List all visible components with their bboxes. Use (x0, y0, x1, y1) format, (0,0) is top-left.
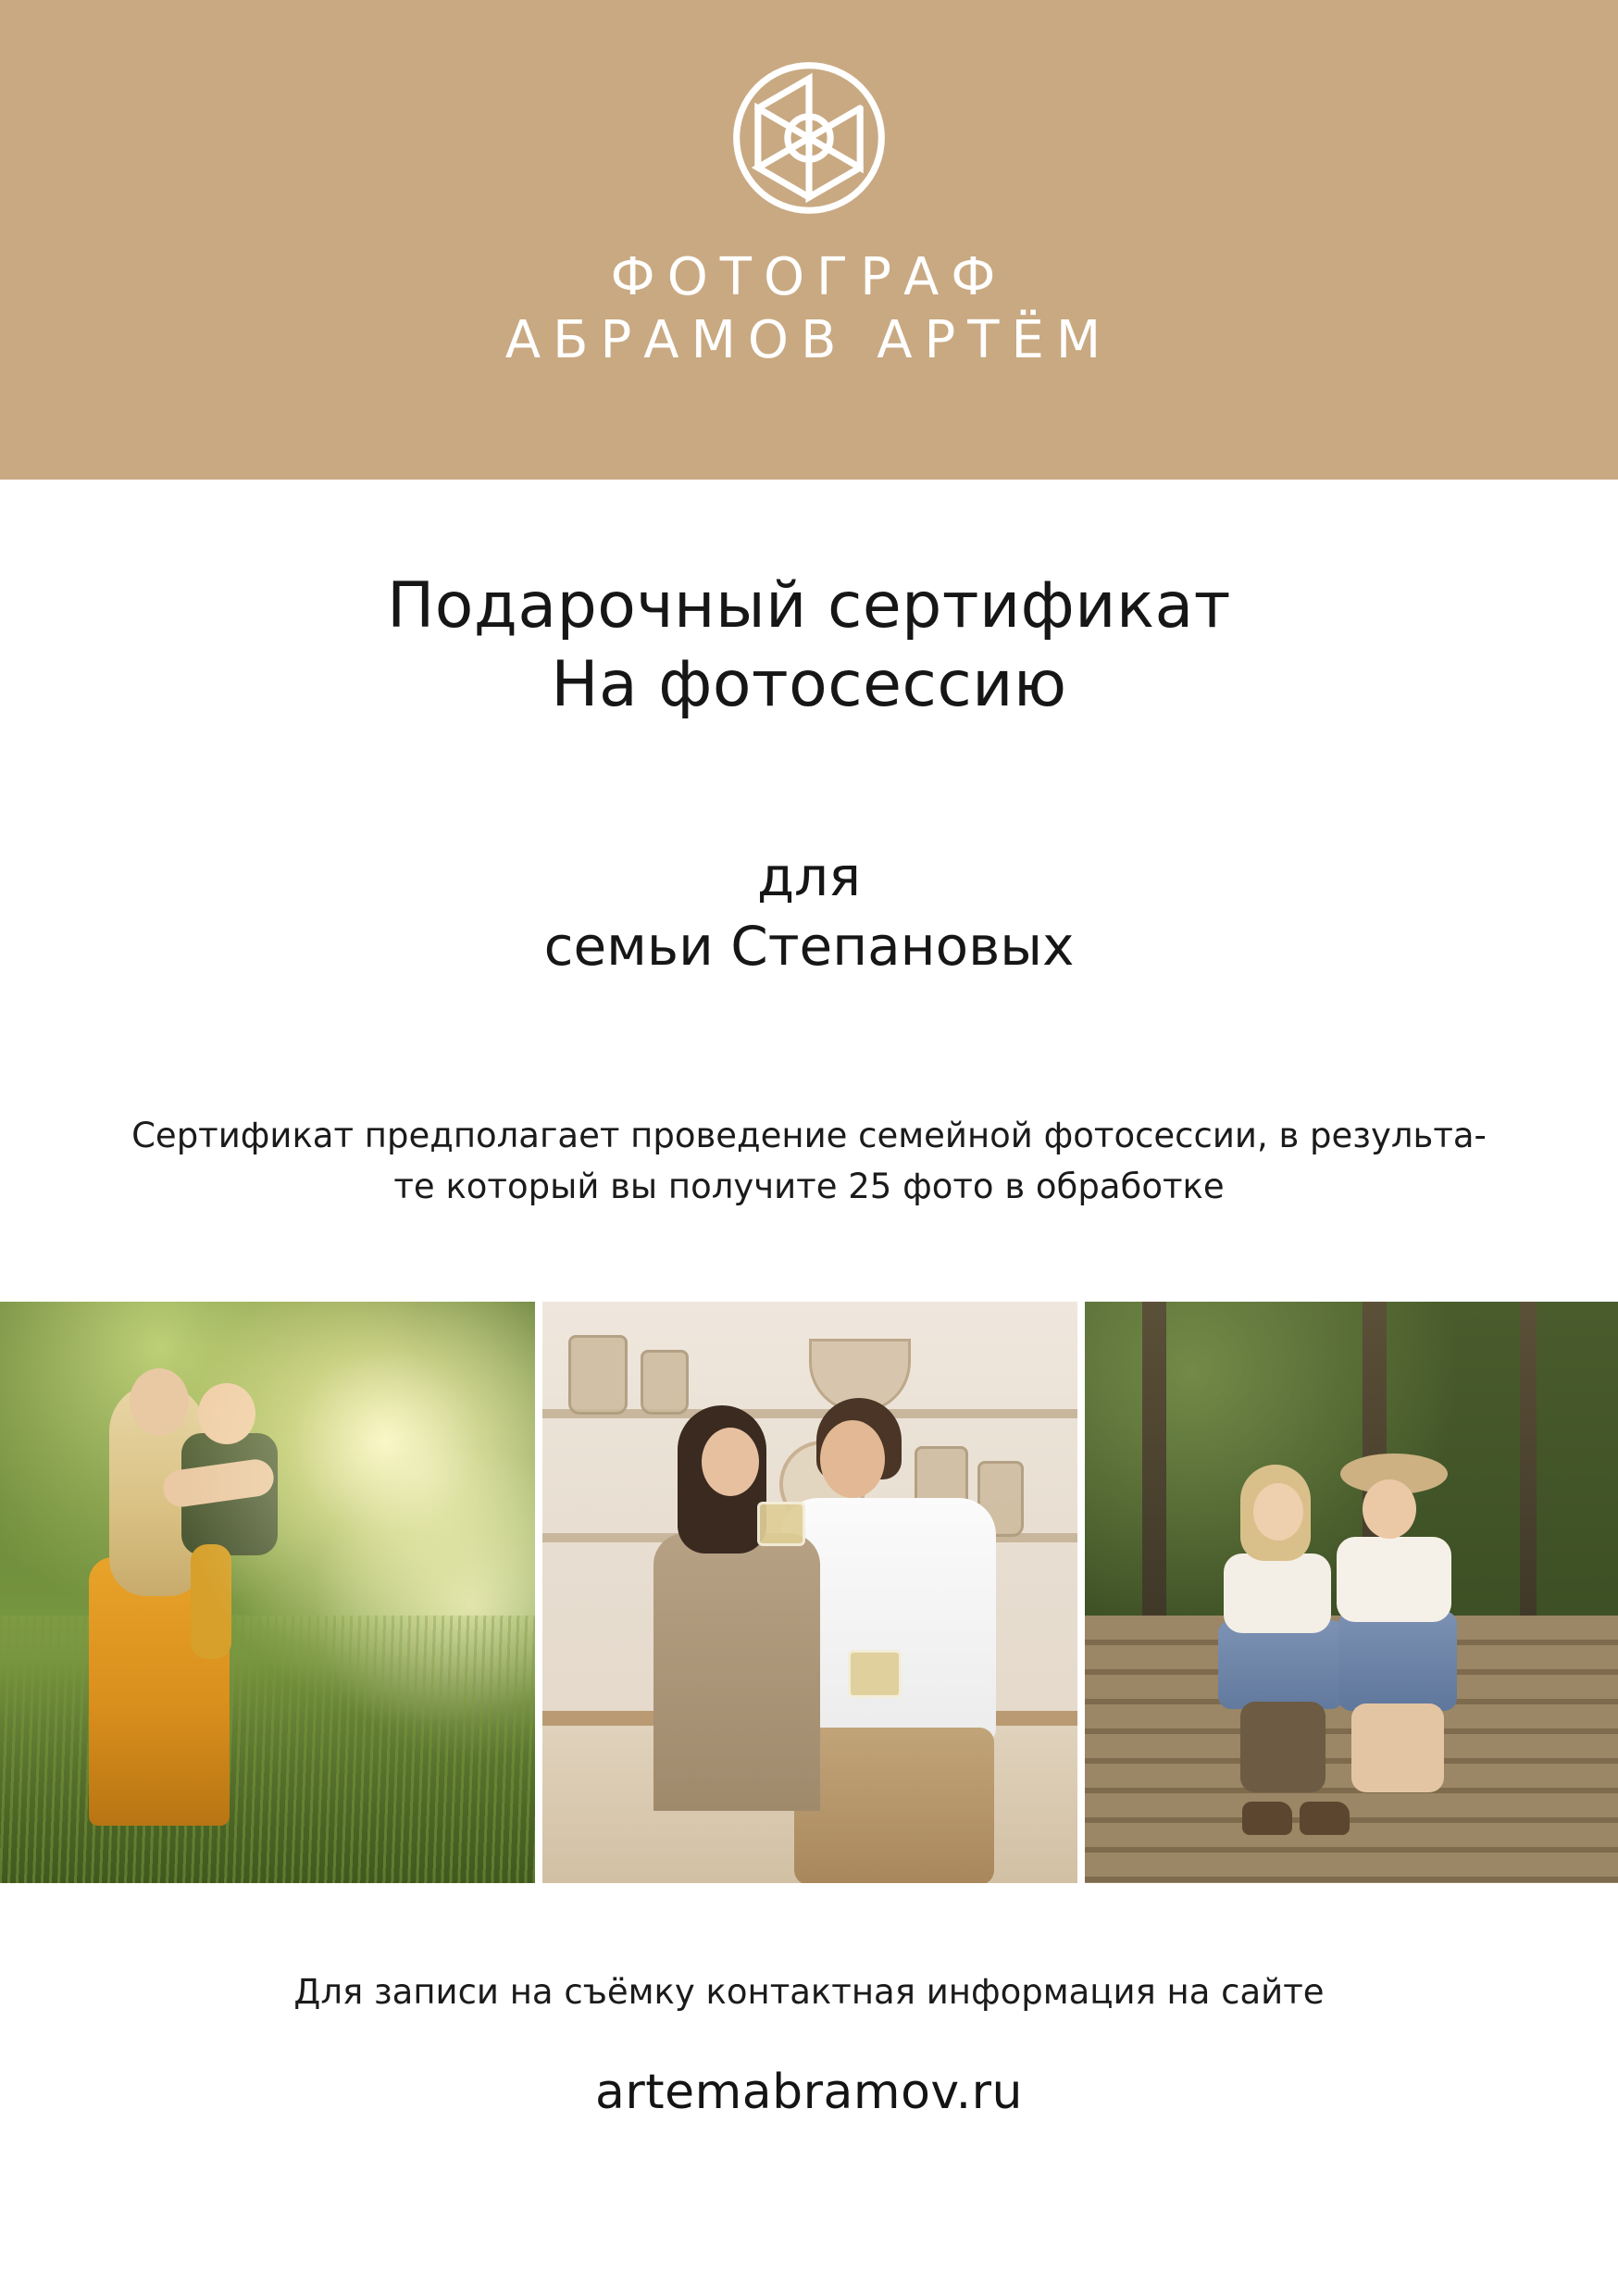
description-line-2: те который вы получите 25 фото в обработке (393, 1167, 1225, 1207)
boy-legs (1351, 1703, 1444, 1792)
footer (0, 1968, 1618, 2120)
girl-blouse (1224, 1554, 1331, 1633)
gallery-photo-kids-steps (1085, 1302, 1618, 1883)
girl-boot (1242, 1802, 1292, 1835)
recipient-label: для (756, 845, 862, 908)
gallery-photo-couple-kitchen (542, 1302, 1077, 1883)
sun-glow (0, 1302, 535, 1883)
brand-line-1: ФОТОГРАФ (610, 247, 1008, 307)
boy-face (1363, 1479, 1416, 1539)
boy-overalls (1338, 1611, 1457, 1711)
woman-face (702, 1428, 759, 1496)
recipient-name: семьи Степановых (543, 915, 1075, 979)
tree-trunk (1520, 1302, 1537, 1662)
title-line-2: На фотосессию (551, 648, 1067, 721)
kitchen-jar (641, 1350, 689, 1415)
certificate-description (87, 1110, 1531, 1213)
website-link[interactable]: artemabramov.ru (595, 2064, 1023, 2120)
girl-face (1253, 1483, 1303, 1541)
kitchen-jar (568, 1335, 628, 1415)
girl-legs (1240, 1702, 1326, 1792)
man-trousers (794, 1728, 994, 1883)
tree-trunk (1142, 1302, 1166, 1662)
man-face (820, 1420, 885, 1498)
description-line-1: Сертификат предполагает проведение семейной фотосессии, в результа- (131, 1115, 1487, 1155)
tea-cup-woman (757, 1502, 805, 1546)
camera-aperture-icon (727, 56, 891, 220)
woman-outfit (653, 1533, 820, 1811)
title-line-1: Подарочный сертификат (387, 569, 1231, 643)
recipient-block (0, 842, 1618, 982)
booking-note: Для записи на съёмку контактная информация на сайте (293, 1971, 1325, 2012)
header-band (0, 0, 1618, 480)
tea-cup-man (848, 1650, 902, 1698)
certificate-title (0, 567, 1618, 724)
girl-skirt (1218, 1620, 1344, 1709)
gallery-photo-mother-and-child (0, 1302, 535, 1883)
brand-line-2: АБРАМОВ АРТЁМ (504, 310, 1114, 371)
girl-boot (1300, 1802, 1350, 1835)
brand-name (505, 246, 1113, 373)
boy-shirt (1337, 1537, 1451, 1622)
photo-gallery (0, 1302, 1618, 1883)
